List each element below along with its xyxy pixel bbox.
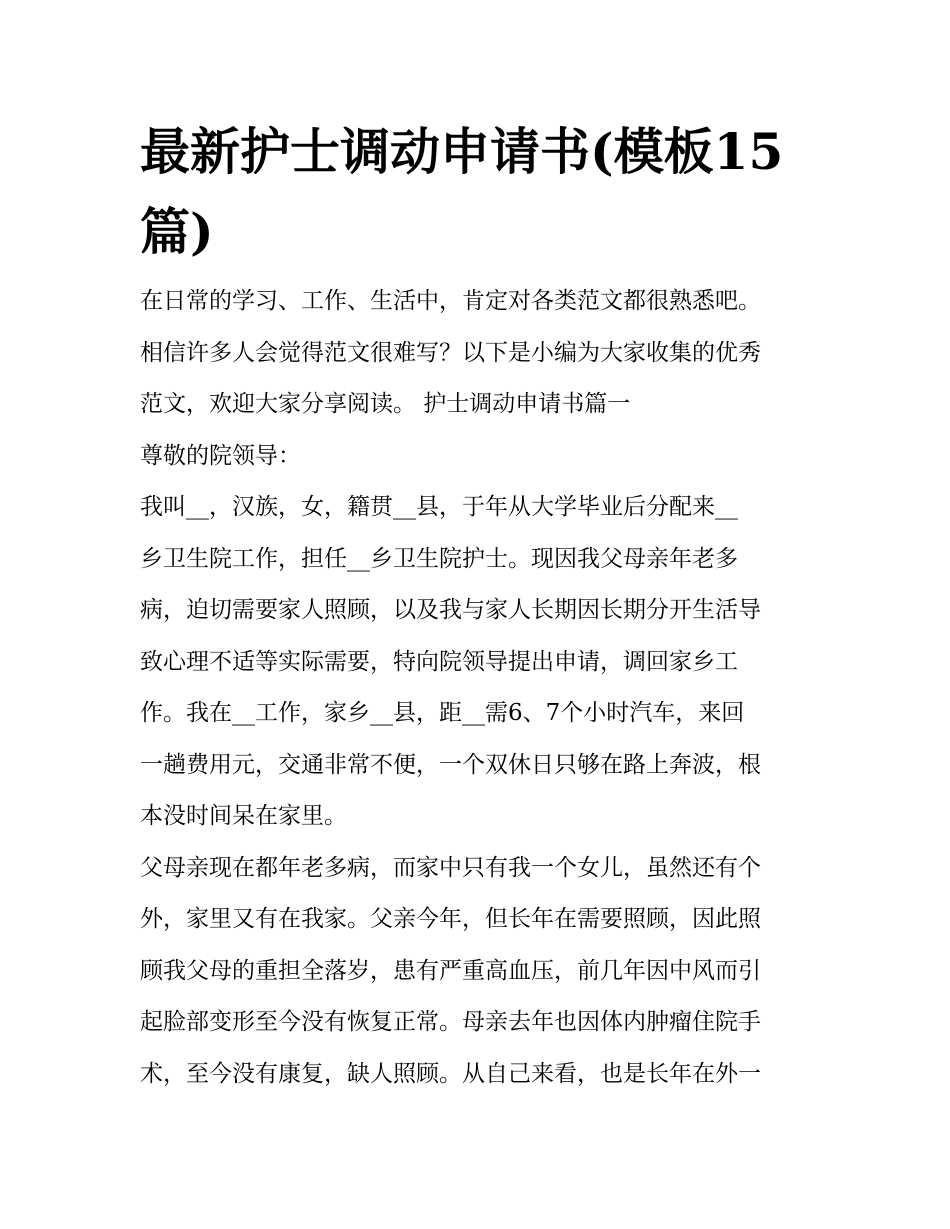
- document-body: [140, 276, 820, 1100]
- body-paragraph-2: 父母亲现在都年老多病，而家中只有我一个女儿，虽然还有个 外，家里又有在我家。父亲今年，但长年在需要照顾，因此照 顾我父母的重担全落岁，患有严重高血压，前几年因中风而引 起脸部变形至今没有恢复正常。母亲去年也因体内肿瘤住院手 术，至今没有康复，缺人照顾。从自己来看，也是长年在外一: [140, 854, 761, 1087]
- body-paragraph-1: 我叫__，汉族，女，籍贯__县，于年从大学毕业后分配来__ 乡卫生院工作，担任__乡卫生院护士。现因我父母亲年老多 病，迫切需要家人照顾，以及我与家人长期因长期分开生活导 致心理不适等实际需要，特向院领导提出申请，调回家乡工 作。我在__工作，家乡__县，距__需6、7个小时汽车，来回 一趟费用元，交通非常不便，一个双休日只够在路上奔波，根 本没时间呆在家里。: [140, 494, 761, 829]
- salutation: 尊敬的院领导：: [140, 442, 301, 469]
- intro-paragraph: 在日常的学习、工作、生活中，肯定对各类范文都很熟悉吧。 相信许多人会觉得范文很难写？以下是小编为大家收集的优秀 范文，欢迎大家分享阅读。 护士调动申请书篇一: [140, 288, 761, 417]
- document-title: 最新护士调动申请书(模板15篇): [140, 122, 784, 261]
